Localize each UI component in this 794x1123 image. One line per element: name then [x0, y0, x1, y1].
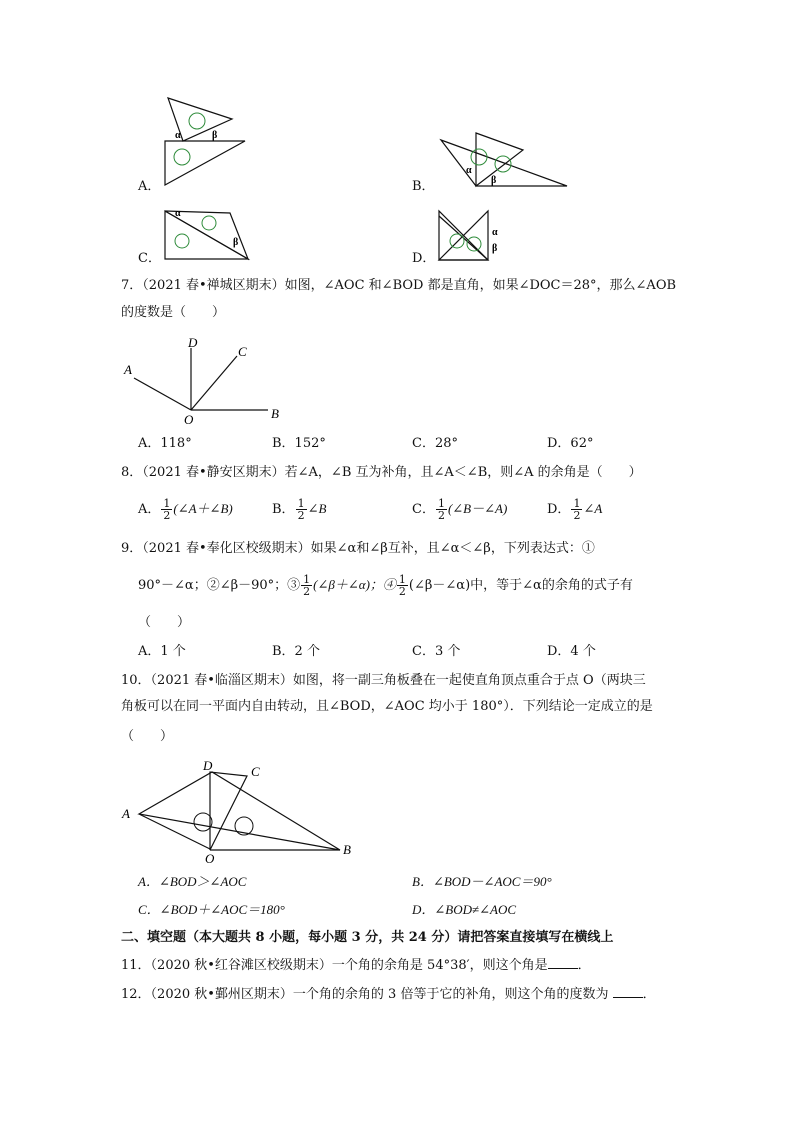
q8-stem: 8．（2021 春•静安区期末）若∠A，∠B 互为补角，且∠A＜∠B，则∠A 的余角是（ ）	[121, 465, 642, 480]
q10-label-a: A	[122, 806, 130, 821]
q7-label-b: B	[271, 406, 279, 421]
q10-label-o: O	[205, 851, 215, 866]
q9-stem-line2: 90°－∠α；②∠β－90°；③ $\frac{1}{2}$ (∠β＋∠α)；④ $\frac{1}{2}$ (∠β－∠α)中，等于∠α的余角的式子有	[138, 573, 633, 598]
q6-option-d-letter[interactable]: D．	[412, 251, 436, 266]
q9-stem-line3: （ ）	[138, 615, 191, 630]
q10-label-b: B	[343, 842, 351, 857]
q11-text: 11．（2020 秋•红谷滩区校级期末）一个角的余角是 54°38′，则这个角是	[121, 958, 548, 973]
q7-option-d[interactable]: D．62°	[547, 436, 594, 451]
q7-label-o: O	[184, 412, 194, 427]
q12-text: 12．（2020 秋•鄞州区期末）一个角的余角的 3 倍等于它的补角，则这个角的度数为	[121, 987, 609, 1002]
q6-a-beta: β	[212, 130, 218, 141]
q6-d-alpha: α	[492, 227, 498, 238]
q10-stem-line3: （ ）	[121, 729, 174, 744]
q7-stem-line1: 7．（2021 春•禅城区期末）如图，∠AOC 和∠BOD 都是直角，如果∠DOC＝28°，那么∠AOB	[121, 278, 677, 293]
q7-stem-line2: 的度数是（ ）	[121, 305, 226, 320]
q10-circle-1	[194, 813, 212, 831]
q7-label-a: A	[124, 362, 132, 377]
q6-c-beta: β	[233, 237, 239, 248]
q10-option-c[interactable]: C．∠BOD＋∠AOC＝180°	[138, 902, 285, 917]
q9-option-c[interactable]: C．3 个	[412, 644, 461, 659]
q9-fraction-4: $\frac{1}{2}$	[398, 573, 406, 598]
q7-label-d: D	[188, 335, 198, 350]
q8-c-fraction: $\frac{1}{2}$	[437, 497, 445, 522]
section-2-heading: 二、填空题（本大题共 8 小题，每小题 3 分，共 24 分）请把答案直接填写在横线上	[121, 930, 614, 945]
q8-option-d[interactable]: D． $\frac{1}{2}$ ∠A	[547, 497, 603, 522]
q6-option-a-letter[interactable]: A．	[138, 179, 161, 194]
q6-d-beta: β	[492, 243, 498, 254]
q6-b-beta: β	[491, 175, 497, 186]
q6-c-alpha: α	[175, 208, 181, 219]
q6-a-alpha: α	[175, 130, 181, 141]
q12-answer-blank[interactable]	[613, 985, 643, 998]
q7-label-c: C	[238, 344, 247, 359]
q10-label-d: D	[203, 758, 213, 773]
q6-b-alpha: α	[466, 165, 472, 176]
q12-line: 12．（2020 秋•鄞州区期末）一个角的余角的 3 倍等于它的补角，则这个角的度数为 ．	[121, 987, 656, 1002]
q8-option-c[interactable]: C． $\frac{1}{2}$ (∠B－∠A)	[412, 497, 508, 522]
q10-option-d[interactable]: D．∠BOD≠∠AOC	[412, 902, 517, 917]
q8-option-a[interactable]: A． $\frac{1}{2}$ (∠A＋∠B)	[138, 497, 233, 522]
q8-a-fraction: $\frac{1}{2}$	[163, 497, 171, 522]
q7-option-c[interactable]: C．28°	[412, 436, 458, 451]
q10-option-a[interactable]: A．∠BOD＞∠AOC	[138, 874, 247, 889]
q8-option-b[interactable]: B． $\frac{1}{2}$ ∠B	[272, 497, 327, 522]
q8-b-fraction: $\frac{1}{2}$	[297, 497, 305, 522]
q6-option-c-letter[interactable]: C．	[138, 251, 161, 266]
q9-option-d[interactable]: D．4 个	[547, 644, 596, 659]
q9-fraction-3: $\frac{1}{2}$	[303, 573, 311, 598]
q9-option-b[interactable]: B．2 个	[272, 644, 320, 659]
q11-line: 11．（2020 秋•红谷滩区校级期末）一个角的余角是 54°38′，则这个角是 ．	[121, 958, 591, 973]
q10-option-b[interactable]: B．∠BOD－∠AOC＝90°	[412, 874, 552, 889]
q9-stem-line1: 9．（2021 春•奉化区校级期末）如果∠α和∠β互补，且∠α＜∠β，下列表达式：①	[121, 541, 595, 556]
q10-stem-line1: 10．（2021 春•临淄区期末）如图，将一副三角板叠在一起使直角顶点重合于点 O（两块三	[121, 673, 646, 688]
q7-option-a[interactable]: A．118°	[138, 436, 192, 451]
q10-triangle-aob	[139, 772, 340, 850]
q8-d-fraction: $\frac{1}{2}$	[573, 497, 581, 522]
q9-option-a[interactable]: A．1 个	[138, 644, 186, 659]
q7-option-b[interactable]: B．152°	[272, 436, 326, 451]
q10-stem-line2: 角板可以在同一平面内自由转动，且∠BOD，∠AOC 均小于 180°）．下列结论一定成立的是	[121, 699, 653, 714]
q6-option-b-letter[interactable]: B．	[412, 179, 435, 194]
q11-answer-blank[interactable]	[548, 956, 578, 969]
q10-triangle-doc	[210, 772, 247, 850]
q10-label-c: C	[251, 764, 260, 779]
